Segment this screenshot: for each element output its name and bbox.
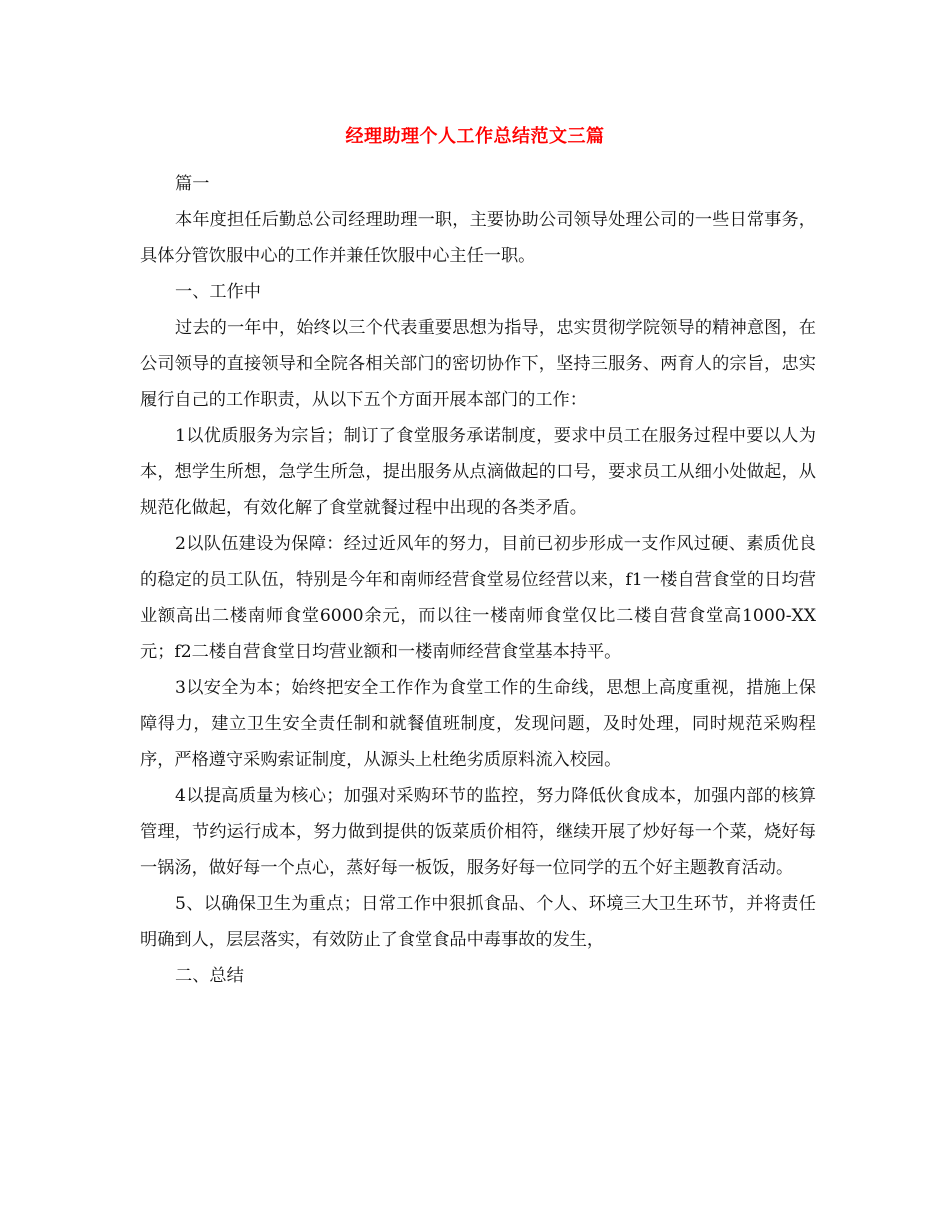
paragraph-item-2: 2以队伍建设为保障：经过近风年的努力，目前已初步形成一支作风过硬、素质优良的稳定的员工队伍，特别是今年和南师经营食堂易位经营以来，f1一楼自营食堂的日均营业额高出二楼南师食堂6000余元，而以往一楼南师食堂仅比二楼自营食堂高1000-XX元；f2二楼自营食堂日均营业额和一楼南师经营食堂基本持平。 bbox=[140, 534, 816, 662]
document-title: 经理助理个人工作总结范文三篇 bbox=[345, 126, 605, 147]
paragraph-item-5: 5、以确保卫生为重点；日常工作中狠抓食品、个人、环境三大卫生环节，并将责任明确到人，层层落实，有效防止了食堂食品中毒事故的发生， bbox=[140, 894, 816, 950]
paragraph-intro: 本年度担任后勤总公司经理助理一职，主要协助公司领导处理公司的一些日常事务，具体分管饮服中心的工作并兼任饮服中心主任一职。 bbox=[140, 210, 816, 266]
paragraph-item-3: 3以安全为本；始终把安全工作作为食堂工作的生命线，思想上高度重视，措施上保障得力，建立卫生安全责任制和就餐值班制度，发现问题，及时处理，同时规范采购程序，严格遵守采购索证制度，从源头上杜绝劣质原料流入校园。 bbox=[140, 678, 816, 770]
paragraph-item-1: 1以优质服务为宗旨；制订了食堂服务承诺制度，要求中员工在服务过程中要以人为本，想学生所想，急学生所急，提出服务从点滴做起的口号，要求员工从细小处做起，从规范化做起，有效化解了食堂就餐过程中出现的各类矛盾。 bbox=[140, 426, 816, 518]
heading-summary: 二、总结 bbox=[175, 966, 244, 986]
document-body bbox=[140, 166, 816, 994]
section-label: 篇一 bbox=[175, 174, 210, 194]
paragraph-overview: 过去的一年中，始终以三个代表重要思想为指导，忠实贯彻学院领导的精神意图，在公司领导的直接领导和全院各相关部门的密切协作下，坚持三服务、两育人的宗旨，忠实履行自己的工作职责，从以下五个方面开展本部门的工作： bbox=[140, 318, 816, 410]
paragraph-item-4: 4以提高质量为核心；加强对采购环节的监控，努力降低伙食成本，加强内部的核算管理，节约运行成本，努力做到提供的饭菜质价相符，继续开展了炒好每一个菜，烧好每一锅汤，做好每一个点心，蒸好每一板饭，服务好每一位同学的五个好主题教育活动。 bbox=[140, 786, 816, 878]
heading-work: 一、工作中 bbox=[175, 282, 261, 302]
